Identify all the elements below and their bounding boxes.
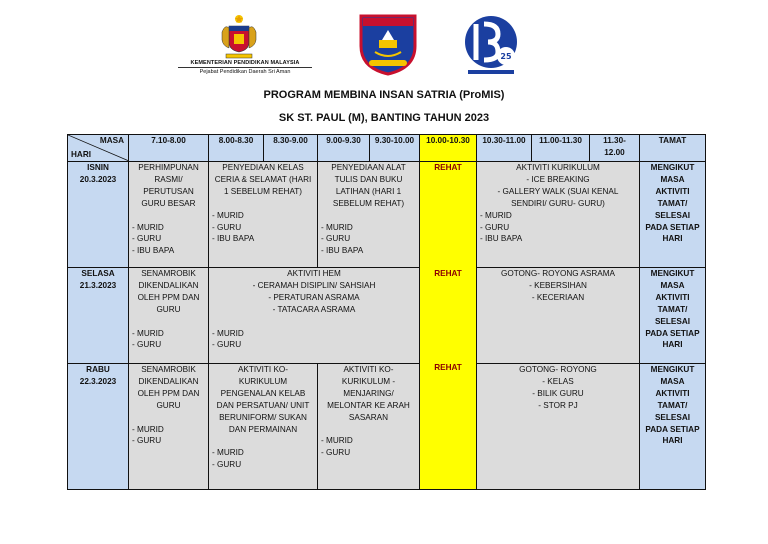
day-cell [68, 268, 129, 364]
participant: - GURU [132, 436, 162, 446]
activity-title: AKTIVITI KO-KURIKULUM PENGENALAN KELAB DAN PERSATUAN/ UNIT BERUNIFORM/ SUKAN DAN PERMAINAN [216, 365, 310, 434]
table-row [68, 268, 706, 364]
activity-cell [318, 364, 420, 490]
participant: - IBU BAPA [321, 246, 364, 256]
tamat-header: TAMAT [640, 135, 706, 162]
day-name: RABU [86, 365, 110, 374]
program-title: PROGRAM MEMBINA INSAN SATRIA (ProMIS) [263, 89, 505, 101]
activity-cell [129, 162, 209, 268]
rehat-label: REHAT [434, 163, 462, 172]
schedule-table [67, 134, 706, 490]
participant: - IBU BAPA [480, 234, 523, 244]
activity-title: PENYEDIAAN ALAT TULIS DAN BUKU LATIHAN (HARI 1 SEBELUM REHAT) [331, 163, 406, 208]
activity-cell [129, 364, 209, 490]
time-header: 10.30-11.00 [477, 135, 532, 162]
time-header: 11.30-12.00 [590, 135, 640, 162]
masa-label: MASA [99, 136, 124, 145]
masa-hari-corner [68, 135, 129, 162]
svg-text:25: 25 [500, 52, 512, 61]
tamat-cell: MENGIKUT MASA AKTIVITI TAMAT/ SELESAI PADA SETIAP HARI [640, 364, 706, 490]
district-education-office-logo-icon [462, 12, 520, 76]
day-name: SELASA [81, 269, 115, 278]
time-header: 7.10-8.00 [129, 135, 209, 162]
participant: - MURID [480, 210, 512, 220]
participant: - IBU BAPA [132, 246, 175, 256]
activity-item: - KEBERSIHAN [529, 280, 587, 290]
rehat-column [420, 162, 477, 490]
activity-item: - STOR PJ [538, 400, 578, 410]
participant: - MURID [321, 222, 353, 232]
header-row [68, 135, 706, 162]
activity-cell [209, 162, 318, 268]
participant: - MURID [132, 424, 164, 434]
participant: - MURID [321, 436, 353, 446]
participant: - MURID [132, 222, 164, 232]
activity-cell [209, 268, 420, 364]
activity-title: GOTONG- ROYONG ASRAMA [500, 269, 616, 278]
activity-title: AKTIVITI KURIKULUM [516, 163, 600, 172]
activity-item: - ICE BREAKING [526, 174, 590, 184]
district-office-name: Pejabat Pendidikan Daerah Sri Aman [199, 69, 291, 75]
activity-cell [477, 364, 640, 490]
tamat-cell: MENGIKUT MASA AKTIVITI TAMAT/ SELESAI PADA SETIAP HARI [640, 268, 706, 364]
tamat-cell: MENGIKUT MASA AKTIVITI TAMAT/ SELESAI PADA SETIAP HARI [640, 162, 706, 268]
activity-cell [477, 268, 640, 364]
activity-item: - KELAS [542, 376, 574, 386]
activity-title: AKTIVITI KO-KURIKULUM - MENJARING/ MELONTAR KE ARAH SASARAN [327, 365, 410, 422]
participant: - GURU [212, 222, 242, 232]
activity-cell [209, 364, 318, 490]
day-date: 21.3.2023 [79, 280, 117, 290]
activity-item: - BILIK GURU [532, 388, 584, 398]
participant: - GURU [321, 234, 351, 244]
ministry-caption [178, 60, 312, 75]
school-year-title: SK ST. PAUL (M), BANTING TAHUN 2023 [278, 112, 490, 124]
logo-strip [0, 8, 768, 78]
activity-title: AKTIVITI HEM [287, 269, 341, 278]
participant: - GURU [480, 222, 510, 232]
participant: - MURID [212, 448, 244, 458]
activity-title: PERHIMPUNAN RASMI/ PERUTUSAN GURU BESAR [138, 163, 199, 208]
activity-cell [477, 162, 640, 268]
activity-item: - TATACARA ASRAMA [272, 304, 356, 314]
participant: - GURU [212, 460, 242, 470]
hari-label: HARI [71, 150, 92, 160]
participant: - GURU [132, 340, 162, 350]
activity-title: SENAMROBIK DIKENDALIKAN OLEH PPM DAN GURU [137, 269, 200, 314]
day-name: ISNIN [87, 163, 109, 172]
time-header: 10.00-10.30 [420, 135, 477, 162]
participant: - GURU [132, 234, 162, 244]
participant: - MURID [132, 328, 164, 338]
day-date: 20.3.2023 [79, 174, 117, 184]
activity-item: - GALLERY WALK (SUAI KENAL SENDIRI/ GURU- GURU) [497, 186, 619, 208]
activity-item: - PERATURAN ASRAMA [268, 292, 360, 302]
rehat-label: REHAT [434, 268, 462, 278]
participant: - MURID [212, 328, 244, 338]
time-header: 8.00-8.30 [209, 135, 264, 162]
participant: - MURID [212, 210, 244, 220]
school-badge-icon [357, 12, 419, 76]
activity-cell [129, 268, 209, 364]
participant: - IBU BAPA [212, 234, 255, 244]
activity-title: PENYEDIAAN KELAS CERIA & SELAMAT (HARI 1 SEBELUM REHAT) [214, 163, 312, 196]
time-header: 11.00-11.30 [532, 135, 590, 162]
activity-item: - CERAMAH DISIPLIN/ SAHSIAH [252, 280, 376, 290]
table-row [68, 162, 706, 268]
activity-title: GOTONG- ROYONG [519, 365, 597, 374]
ministry-name: KEMENTERIAN PENDIDIKAN MALAYSIA [178, 60, 312, 68]
participant: - GURU [321, 448, 351, 458]
day-cell [68, 162, 129, 268]
time-header: 9.30-10.00 [370, 135, 420, 162]
activity-cell [318, 162, 420, 268]
activity-title: SENAMROBIK DIKENDALIKAN OLEH PPM DAN GURU [137, 365, 200, 410]
participant: - GURU [212, 340, 242, 350]
day-date: 22.3.2023 [79, 376, 117, 386]
time-header: 9.00-9.30 [318, 135, 370, 162]
rehat-label: REHAT [434, 362, 462, 372]
time-header: 8.30-9.00 [264, 135, 318, 162]
activity-item: - KECERIAAN [531, 292, 585, 302]
malaysia-coat-of-arms-icon [214, 12, 264, 62]
day-cell [68, 364, 129, 490]
table-row [68, 364, 706, 490]
